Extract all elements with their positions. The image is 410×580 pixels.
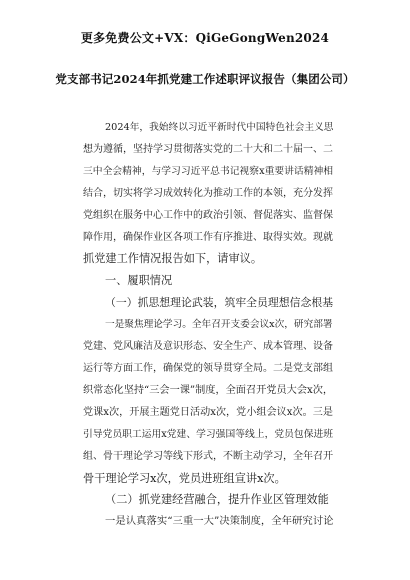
intro-line: 想为遵循，坚持学习贯彻落实党的二十大和二十届一、二 — [83, 143, 333, 155]
document-title: 党支部书记2024年抓党建工作述职评议报告（集团公司） — [55, 72, 355, 86]
body-paragraph — [83, 511, 333, 533]
body-line: 引导党员职工运用x党建、学习强国等线上，党员包保进班 — [83, 428, 334, 440]
intro-line: 结合，切实将学习成效转化为推动工作的本领，充分发挥 — [83, 187, 333, 199]
intro-line: 2024年，我始终以习近平新时代中国特色社会主义思 — [105, 122, 334, 133]
promo-banner: 更多免费公文+VX：QiGeGongWen2024 — [80, 31, 330, 45]
body-paragraph — [83, 314, 333, 489]
body-line: 组、骨干理论学习等线下形式，不断主动学习，全年召开 — [83, 450, 333, 462]
intro-paragraph — [83, 117, 333, 270]
body-line: 党建、党风廉洁及意识形态、安全生产、成本管理、设备 — [83, 341, 333, 353]
body-line: 织常态化坚持“三会一课”制度，全面召开党员大会x次， — [83, 384, 334, 396]
body-line: 党课x次，开展主题党日活动x次，党小组会议x次。三是 — [83, 406, 334, 418]
body-line: 骨干理论学习x次，党员进班组宣讲x次。 — [83, 471, 286, 485]
body-line: 一是聚焦理论学习。全年召开支委会议x次，研究部署 — [105, 319, 333, 331]
section-heading: 一、履职情况 — [105, 274, 173, 288]
intro-line: 党组织在服务中心工作中的政治引领、督促落实、监督保 — [83, 209, 333, 221]
document-body — [83, 117, 333, 533]
subsection-heading: （一）抓思想理论武装，筑牢全员理想信念根基 — [105, 296, 334, 310]
intro-line: 障作用，确保作业区各项工作有序推进、取得实效。现就 — [83, 231, 333, 243]
body-line: 运行等方面工作，确保党的领导贯穿全局。二是党支部组 — [83, 362, 333, 374]
subsection-heading: （二）抓党建经营融合，提升作业区管理效能 — [105, 493, 329, 507]
body-line: 一是认真落实“三重一大”决策制度，全年研究讨论 — [105, 515, 334, 528]
intro-line: 抓党建工作情况报告如下，请审议。 — [83, 252, 263, 266]
intro-line: 三中全会精神，与学习习近平总书记视察x重要讲话精神相 — [83, 165, 334, 177]
